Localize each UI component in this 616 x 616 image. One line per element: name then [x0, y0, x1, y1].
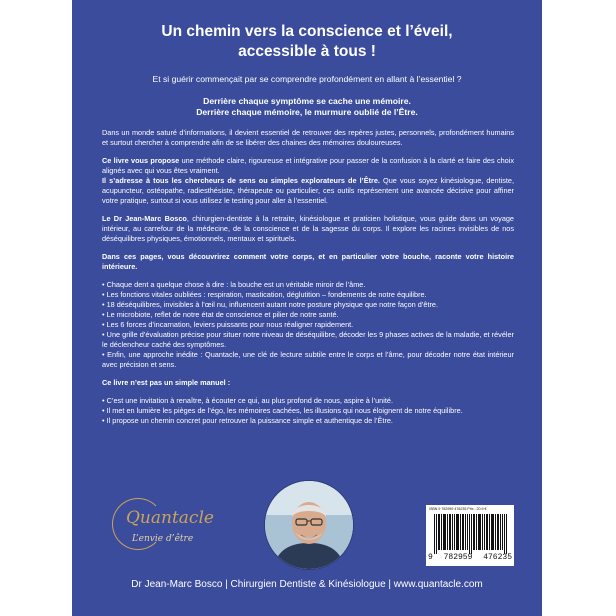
audience-bold: Il s’adresse à tous les chercheurs de sens ou simples explorateurs de l’Être. [102, 176, 380, 185]
barcode-digits [428, 553, 512, 562]
list-item: • Il propose un chemin concret pour retrouver la puissance simple et authentique de l’Être. [102, 416, 514, 426]
title-line-2: accessible à tous ! [238, 43, 376, 60]
audience-text: Que vous soyez kinésiologue, dentiste, acupuncteur, ostéopathe, radiesthésiste, thérapeute ou particulier, ces outils représentent une avancée décisive pour affiner votre pratique, surtout si vous utilisez le testing pour aller à l’essentiel. [102, 176, 514, 205]
list-item: • C’est une invitation à renaître, à écouter ce qui, au plus profond de nous, aspire à l’unité. [102, 396, 514, 406]
proposal-text: une méthode claire, rigoureuse et intégrative pour passer de la confusion à la clarté et faire des choix alignés avec qui vous êtes vraiment. [102, 156, 514, 175]
blurb-body [102, 128, 514, 434]
pages-heading: Dans ces pages, vous découvrirez comment votre corps, et en particulier votre bouche, raconte votre histoire intérieure. [102, 252, 514, 271]
proposal-paragraph [102, 156, 514, 206]
list-item: • Le microbiote, reflet de notre état de conscience et pilier de notre santé. [102, 310, 514, 320]
barcode-first-digit: 9 [428, 553, 433, 562]
logo-tagline: L’envie d’être [132, 534, 194, 544]
cover-subtitle [72, 96, 542, 118]
subtitle-line-1: Derrière chaque symptôme se cache une mémoire. [203, 96, 411, 106]
logo-name: Quantacle [126, 508, 214, 528]
discover-list [102, 280, 514, 370]
intro-paragraph: Dans un monde saturé d’informations, il devient essentiel de retrouver des repères justes, personnels, profondément humains et surtout chercher à comprendre afin de se libérer des chaines des mémoires douloureuses. [102, 128, 514, 147]
author-text: , chirurgien-dentiste à la retraite, kinésiologue et praticien holistique, vous guide dans un voyage intérieur, au carrefour de la médecine, de la conscience et de la sagesse du corps. Il explore les racines invisibles de nos déséquilibres physiques, émotionnels, mentaux et spirituels. [102, 214, 514, 243]
author-photo [264, 480, 354, 570]
barcode-icon [434, 514, 508, 554]
manual-list [102, 396, 514, 426]
cover-title [72, 22, 542, 62]
author-footer: Dr Jean-Marc Bosco | Chirurgien Dentiste & Kinésiologue | www.quantacle.com [131, 579, 483, 590]
book-back-cover [72, 0, 542, 616]
author-bold: Le Dr Jean-Marc Bosco [102, 214, 187, 223]
list-item: • Les 6 forces d’incarnation, leviers puissants pour nous réaligner rapidement. [102, 320, 514, 330]
list-item: • Les fonctions vitales oubliées : respiration, mastication, déglutition – fondements de notre équilibre. [102, 290, 514, 300]
subtitle-line-2: Derrière chaque mémoire, le murmure oublié de l’Être. [196, 107, 418, 117]
barcode-group-1: 782959 [443, 553, 473, 562]
barcode-group-2: 476235 [483, 553, 512, 562]
list-item: • 18 déséquilibres, invisibles à l’œil nu, influencent autant notre posture physique que notre façon d’être. [102, 300, 514, 310]
barcode-label [426, 505, 514, 566]
list-item: • Une grille d’évaluation précise pour situer notre niveau de déséquilibre, décoder les 9 phases actives de la maladie, et révéler le déclencheur caché des symptômes. [102, 330, 514, 350]
list-item: • Enfin, une approche inédite : Quantacle, une clé de lecture subtile entre le corps et l’âme, pour décoder notre état intérieur avec précision et sens. [102, 350, 514, 370]
isbn-price: ISBN 9 782959 476235 Prix : 20.9 € [429, 507, 487, 511]
list-item: • Il met en lumière les pièges de l’égo, les mémoires cachées, les illusions qui nous éloignent de notre équilibre. [102, 406, 514, 416]
title-line-1: Un chemin vers la conscience et l’éveil, [161, 23, 453, 40]
opening-question: Et si guérir commençait par se comprendre profondément en allant à l’essentiel ? [152, 74, 462, 84]
author-portrait-icon [265, 481, 353, 569]
proposal-bold: Ce livre vous propose [102, 156, 180, 165]
list-item: • Chaque dent a quelque chose à dire : la bouche est un véritable miroir de l’âme. [102, 280, 514, 290]
manual-heading: Ce livre n’est pas un simple manuel : [102, 378, 231, 387]
quantacle-logo [112, 496, 212, 556]
author-paragraph [102, 214, 514, 244]
